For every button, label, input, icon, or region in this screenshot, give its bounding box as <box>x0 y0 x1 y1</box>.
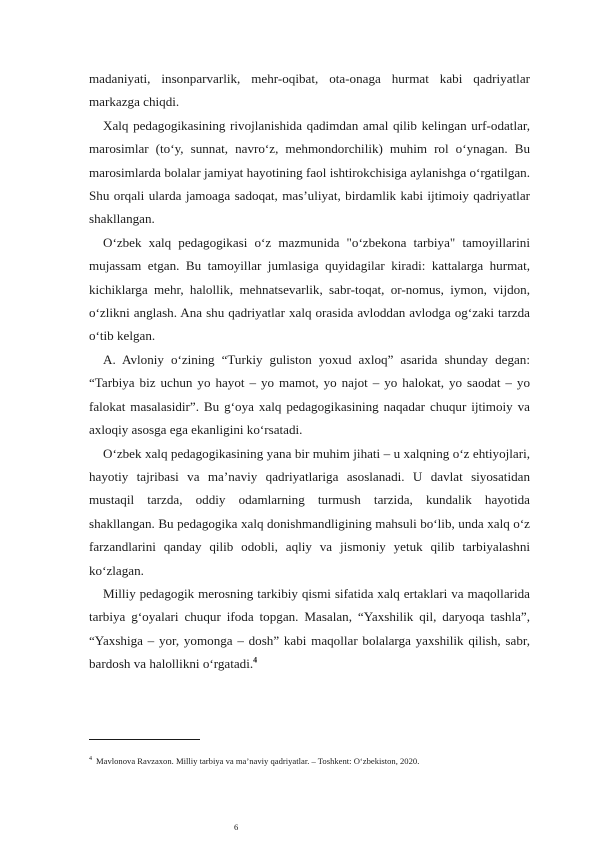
footnote-text: Mavlonova Ravzaxon. Milliy tarbiya va ma’naviy qadriyatlar. – Toshkent: O‘zbekiston, 2020. <box>96 756 420 766</box>
footnote-marker[interactable]: 4 <box>253 655 258 665</box>
footnote-number: 4 <box>89 756 92 763</box>
paragraph <box>89 348 530 442</box>
paragraph <box>89 442 530 582</box>
paragraph-continued <box>89 67 530 114</box>
paragraph <box>89 582 530 676</box>
paragraph-text: Milliy pedagogik merosning tarkibiy qismi sifatida xalq ertaklari va maqollarida tarbiya g‘oyalari chuqur ifoda topgan. Masalan, “Yaxshilik qil, daryoqa tashla”, “Yaxshiga – yor, yomonga – dosh” kabi maqollar bolalarga yaxshilik qilish, sabr, bardosh va halollikni o‘rgatadi. <box>89 585 530 672</box>
footnote-separator <box>89 739 200 740</box>
paragraph <box>89 231 530 348</box>
footnote <box>89 755 549 767</box>
paragraph-text: madaniyati, insonparvarlik, mehr-oqibat, ota-onaga hurmat kabi qadriyatlar markazga chiqdi. <box>89 71 530 110</box>
paragraph-text: Xalq pedagogikasining rivojlanishida qadimdan amal qilib kelingan urf-odatlar, marosimlar (to‘y, sunnat, navro‘z, mehmondorchilik) muhim rol o‘ynagan. Bu marosimlarda bolalar jamiyat hayotining faol ishtirokchisiga aylanishga o‘rgatilgan. Shu orqali ularda jamoaga sadoqat, mas’uliyat, birdamlik kabi ijtimoiy qadriyatlar shakllangan. <box>89 117 530 227</box>
paragraph <box>89 114 530 231</box>
paragraph-text: O‘zbek xalq pedagogikasi o‘z mazmunida "o‘zbekona tarbiya" tamoyillarini mujassam etgan. Bu tamoyillar jumlasiga quyidagilar kiradi: kattalarga hurmat, kichiklarga mehr, halollik, mehnatsevarlik, sabr-toqat, or-nomus, iymon, vijdon, o‘zlikni anglash. Ana shu qadriyatlar xalq orasida avloddan avlodga og‘zaki tarzda o‘tib kelgan. <box>89 234 530 344</box>
page-number: 6 <box>234 822 239 832</box>
paragraph-text: O‘zbek xalq pedagogikasining yana bir muhim jihati – u xalqning o‘z ehtiyojlari, hayotiy tajribasi va ma’naviy qadriyatlariga asoslanadi. U davlat siyosatidan mustaqil tarzda, oddiy odamlarning turmush tarzida, kundalik hayotida shakllangan. Bu pedagogika xalq donishmandligining mahsuli bo‘lib, unda xalq o‘z farzandlarini qanday qilib odobli, aqliy va jismoniy yetuk qilib tarbiyalashni ko‘zlagan. <box>89 445 530 578</box>
paragraph-text: A. Avloniy o‘zining “Turkiy guliston yoxud axloq” asarida shunday degan: “Tarbiya biz uchun yo hayot – yo mamot, yo najot – yo halokat, yo saodat – yo falokat masalasidir”. Bu g‘oya xalq pedagogikasining naqadar chuqur ijtimoiy va axloqiy asosga ega ekanligini ko‘rsatadi. <box>89 351 530 438</box>
body-text <box>89 67 530 676</box>
